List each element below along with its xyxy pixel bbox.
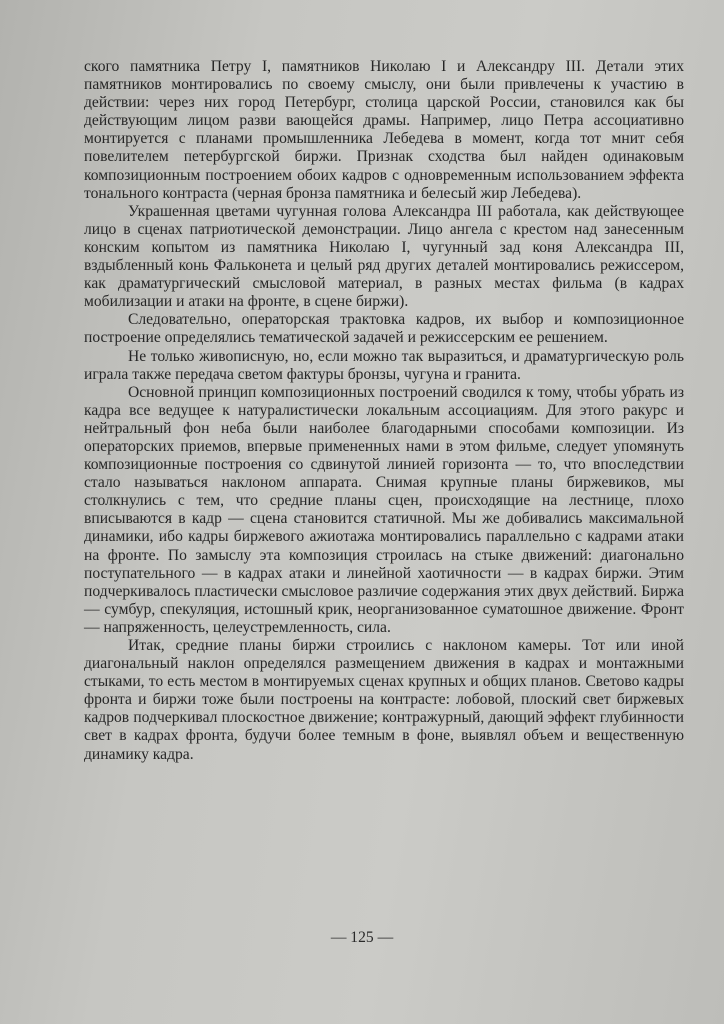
paragraph-3: Следовательно, операторская трактовка кадров, их выбор и композиционное построение определялись тематической задачей и режиссерским ее решением. [84, 311, 684, 347]
paragraph-1: ского памятника Петру I, памятников Николаю I и Александру III. Детали этих памятников монтировались по своему смыслу, они были привлечены к участию в действии: через них город Петербург, столица царской России, становился как бы действующим лицом разви вающейся драмы. Например, лицо Петра ассоциативно монтируется с планами промышленника Лебедева в момент, когда тот мнит себя повелителем петербургской биржи. Признак сходства был найден одинаковым композиционным построением обоих кадров с одновременным использованием эффекта тонального контраста (черная бронза памятника и белесый жир Лебедева). [84, 58, 684, 202]
paragraph-2: Украшенная цветами чугунная голова Александра III работала, как действующее лицо в сценах патриотической демонстрации. Лицо ангела с крестом над занесенным конским копытом из памятника Николаю I, чугунный зад коня Александра III, вздыбленный конь Фальконета и целый ряд других деталей монтировались режиссером, как драматургический смысловой материал, в разных местах фильма (в кадрах мобилизации и атаки на фронте, в сцене биржи). [84, 202, 684, 311]
paragraph-5: Основной принцип композиционных построений сводился к тому, чтобы убрать из кадра все ведущее к натуралистически локальным ассоциациям. Для этого ракурс и нейтральный фон неба были наиболее благодарными способами композиции. Из операторских приемов, впервые примененных нами в этом фильме, следует упомянуть композиционные построения со сдвинутой линией горизонта — то, что впоследствии стало называться наклоном аппарата. Снимая крупные планы биржевиков, мы столкнулись с тем, что средние планы сцен, происходящие на лестнице, плохо вписываются в кадр — сцена становится статичной. Мы же добивались максимальной динамики, ибо кадры биржевого ажиотажа монтировались параллельно с кадрами атаки на фронте. По замыслу эта композиция строилась на стыке движений: диагонально поступательного — в кадрах атаки и линейной хаотичности — в кадрах биржи. Этим подчеркивалось пластически смысловое различие содержания этих двух действий. Биржа — сумбур, спекуляция, истошный крик, неорганизованное суматошное движение. Фронт — напряженность, целеустремленность, сила. [84, 383, 684, 636]
paragraph-4: Не только живописную, но, если можно так выразиться, и драматургическую роль играла также передача светом фактуры бронзы, чугуна и гранита. [84, 347, 684, 383]
page-number: — 125 — [330, 929, 394, 946]
body-text [84, 58, 684, 764]
paragraph-6: Итак, средние планы биржи строились с наклоном камеры. Тот или иной диагональный наклон определялся размещением движения в кадрах и монтажными стыками, то есть местом в монтируемых сценах крупных и общих планов. Светово кадры фронта и биржи тоже были построены на контрасте: лобовой, плоский свет биржевых кадров подчеркивал плоскостное движение; контражурный, дающий эффект глубинности свет в кадрах фронта, будучи более темным в фоне, выявлял объем и вещественную динамику кадра. [84, 637, 684, 763]
